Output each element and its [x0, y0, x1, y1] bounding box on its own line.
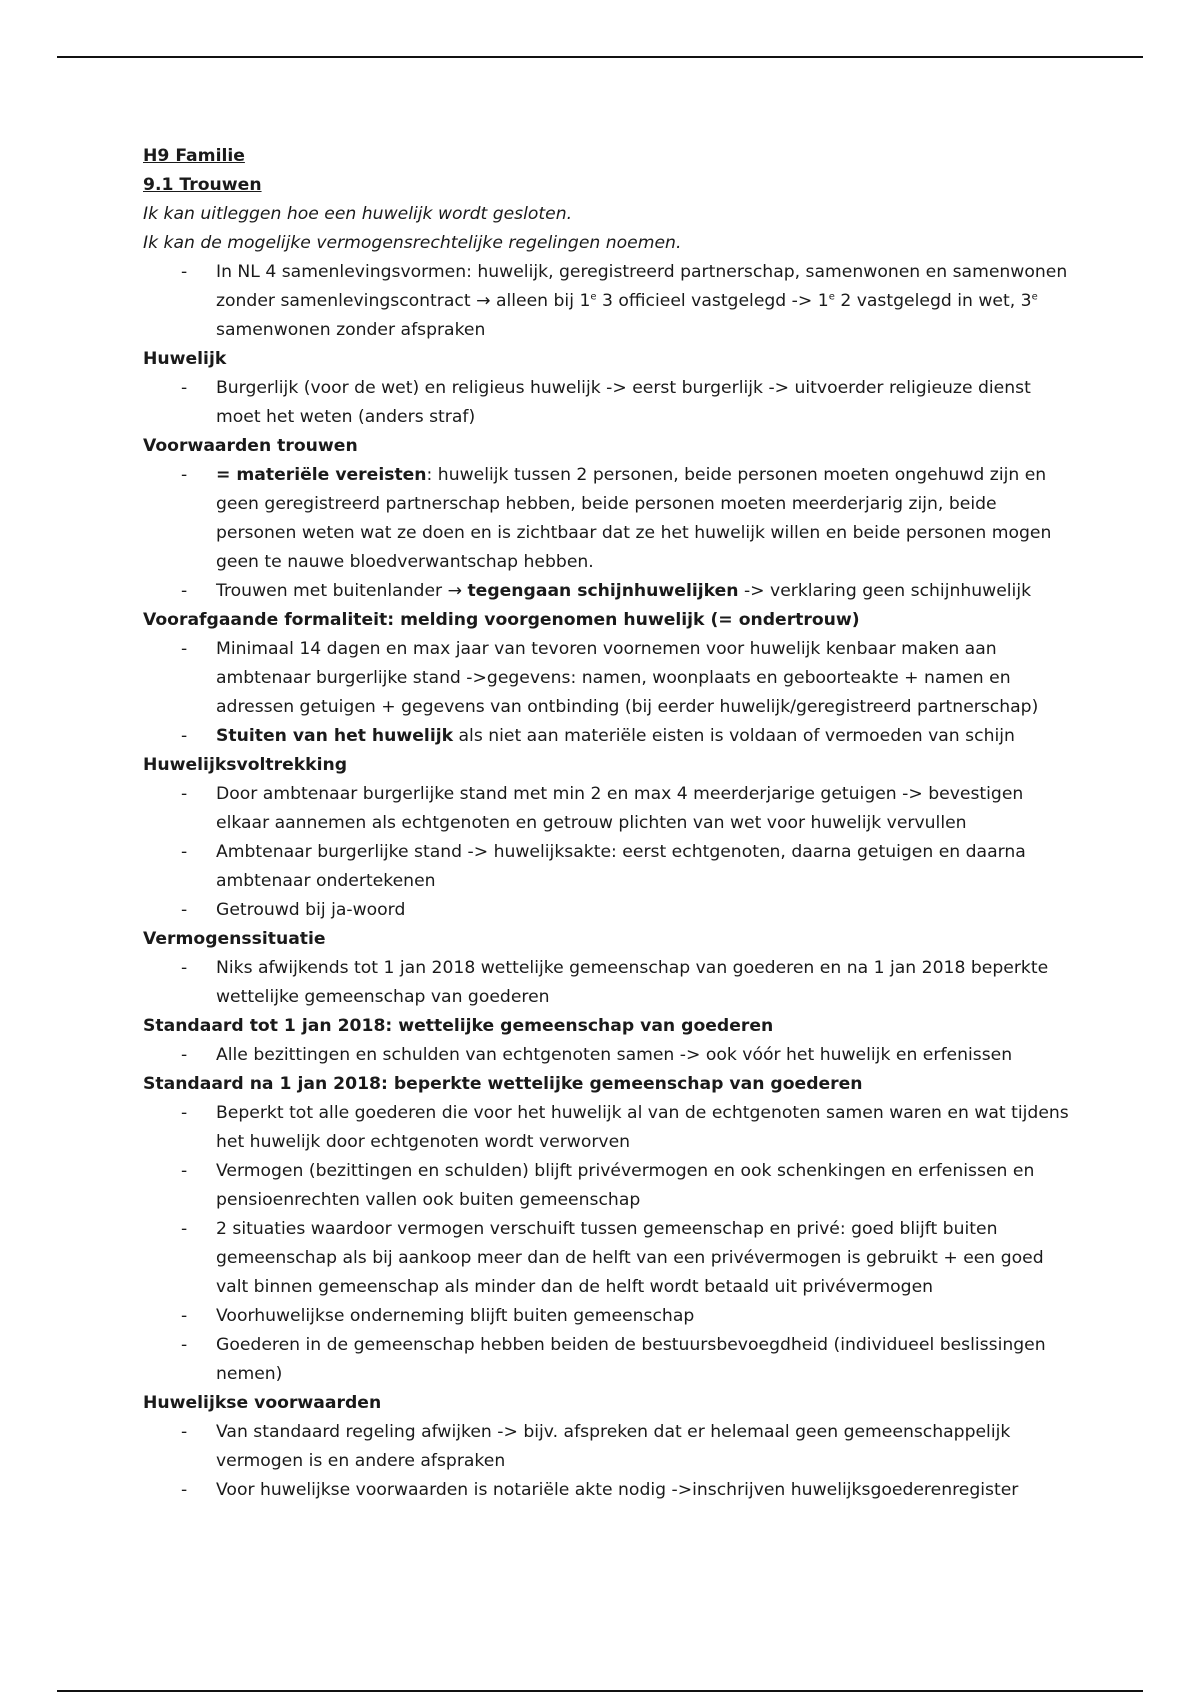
list-item: - Minimaal 14 dagen en max jaar van tevoren voornemen voor huwelijk kenbaar maken aan ambtenaar burgerlijke stand ->gegevens: namen, woonplaats en geboorteakte + namen en adressen getuigen + gegevens van ontbinding (bij eerder huwelijk/geregistreerd partnerschap) — [143, 635, 1073, 722]
list-item: - 2 situaties waardoor vermogen verschuift tussen gemeenschap en privé: goed blijft buiten gemeenschap als bij aankoop meer dan de helft van een privévermogen is gebruikt + een goed valt binnen gemeenschap als minder dan de helft wordt betaald uit privévermogen — [143, 1215, 1073, 1302]
list-item: - Trouwen met buitenlander → tegengaan schijnhuwelijken -> verklaring geen schijnhuwelijk — [143, 577, 1073, 606]
arrow-icon: → — [476, 291, 491, 311]
list-item: - Beperkt tot alle goederen die voor het huwelijk al van de echtgenoten samen waren en wat tijdens het huwelijk door echtgenoten wordt verworven — [143, 1099, 1073, 1157]
heading-huwelijksvoltrekking: Huwelijksvoltrekking — [143, 755, 348, 775]
huwelijk-list — [143, 374, 1073, 432]
arrow-icon: → — [447, 581, 462, 601]
list-item: - Van standaard regeling afwijken -> bijv. afspreken dat er helemaal geen gemeenschappelijk vermogen is en andere afspraken — [143, 1418, 1073, 1476]
list-item: - Niks afwijkends tot 1 jan 2018 wettelijke gemeenschap van goederen en na 1 jan 2018 beperkte wettelijke gemeenschap van goederen — [143, 954, 1073, 1012]
heading-standaard-na-2018: Standaard na 1 jan 2018: beperkte wettelijke gemeenschap van goederen — [143, 1074, 863, 1094]
intro-list — [143, 258, 1073, 345]
list-item: - Door ambtenaar burgerlijke stand met min 2 en max 4 meerderjarige getuigen -> bevestigen elkaar aannemen als echtgenoten en getrouw plichten van wet voor huwelijk vervullen — [143, 780, 1073, 838]
list-item: - Getrouwd bij ja-woord — [143, 896, 1073, 925]
learning-goal: Ik kan uitleggen hoe een huwelijk wordt gesloten. — [143, 204, 573, 224]
list-item: - Burgerlijk (voor de wet) en religieus huwelijk -> eerst burgerlijk -> uitvoerder religieuze dienst moet het weten (anders straf) — [143, 374, 1073, 432]
heading-vermogenssituatie: Vermogenssituatie — [143, 929, 326, 949]
bottom-rule — [57, 1690, 1143, 1692]
formaliteit-list — [143, 635, 1073, 751]
section-title: 9.1 Trouwen — [143, 175, 262, 195]
voltrekking-list — [143, 780, 1073, 925]
list-item: - Ambtenaar burgerlijke stand -> huwelijksakte: eerst echtgenoten, daarna getuigen en daarna ambtenaar ondertekenen — [143, 838, 1073, 896]
vermogen-list — [143, 954, 1073, 1012]
standaard1-list — [143, 1041, 1073, 1070]
list-item: - Alle bezittingen en schulden van echtgenoten samen -> ook vóór het huwelijk en erfenissen — [143, 1041, 1073, 1070]
list-item: - Voorhuwelijkse onderneming blijft buiten gemeenschap — [143, 1302, 1073, 1331]
chapter-title: H9 Familie — [143, 146, 245, 166]
list-item: - Voor huwelijkse voorwaarden is notariële akte nodig ->inschrijven huwelijksgoederenregister — [143, 1476, 1073, 1505]
voorwaarden2-list — [143, 1418, 1073, 1505]
list-item: - = materiële vereisten: huwelijk tussen 2 personen, beide personen moeten ongehuwd zijn en geen geregistreerd partnerschap hebben, beide personen moeten meerderjarig zijn, beide personen weten wat ze doen en is zichtbaar dat ze het huwelijk willen en beide personen mogen geen te nauwe bloedverwantschap hebben. — [143, 461, 1073, 577]
list-item: - In NL 4 samenlevingsvormen: huwelijk, geregistreerd partnerschap, samenwonen en samenwonen zonder samenlevingscontract → alleen bij 1e 3 officieel vastgelegd -> $1^e$ 2 vastgelegd in wet, 3e samenwonen zonder afspraken — [143, 258, 1073, 345]
heading-huwelijkse-voorwaarden: Huwelijkse voorwaarden — [143, 1393, 382, 1413]
list-item: - Stuiten van het huwelijk als niet aan materiële eisten is voldaan of vermoeden van schijn — [143, 722, 1073, 751]
heading-voorwaarden-trouwen: Voorwaarden trouwen — [143, 436, 358, 456]
heading-huwelijk: Huwelijk — [143, 349, 227, 369]
learning-goal: Ik kan de mogelijke vermogensrechtelijke regelingen noemen. — [143, 233, 682, 253]
heading-formaliteit: Voorafgaande formaliteit: melding voorgenomen huwelijk (= ondertrouw) — [143, 610, 860, 630]
top-rule — [57, 56, 1143, 58]
list-item: - Vermogen (bezittingen en schulden) blijft privévermogen en ook schenkingen en erfenissen en pensioenrechten vallen ook buiten gemeenschap — [143, 1157, 1073, 1215]
list-item: - Goederen in de gemeenschap hebben beiden de bestuursbevoegdheid (individueel beslissingen nemen) — [143, 1331, 1073, 1389]
standaard2-list — [143, 1099, 1073, 1389]
heading-standaard-tot-2018: Standaard tot 1 jan 2018: wettelijke gemeenschap van goederen — [143, 1016, 774, 1036]
voorwaarden-list — [143, 461, 1073, 606]
document-body — [143, 142, 1073, 1505]
